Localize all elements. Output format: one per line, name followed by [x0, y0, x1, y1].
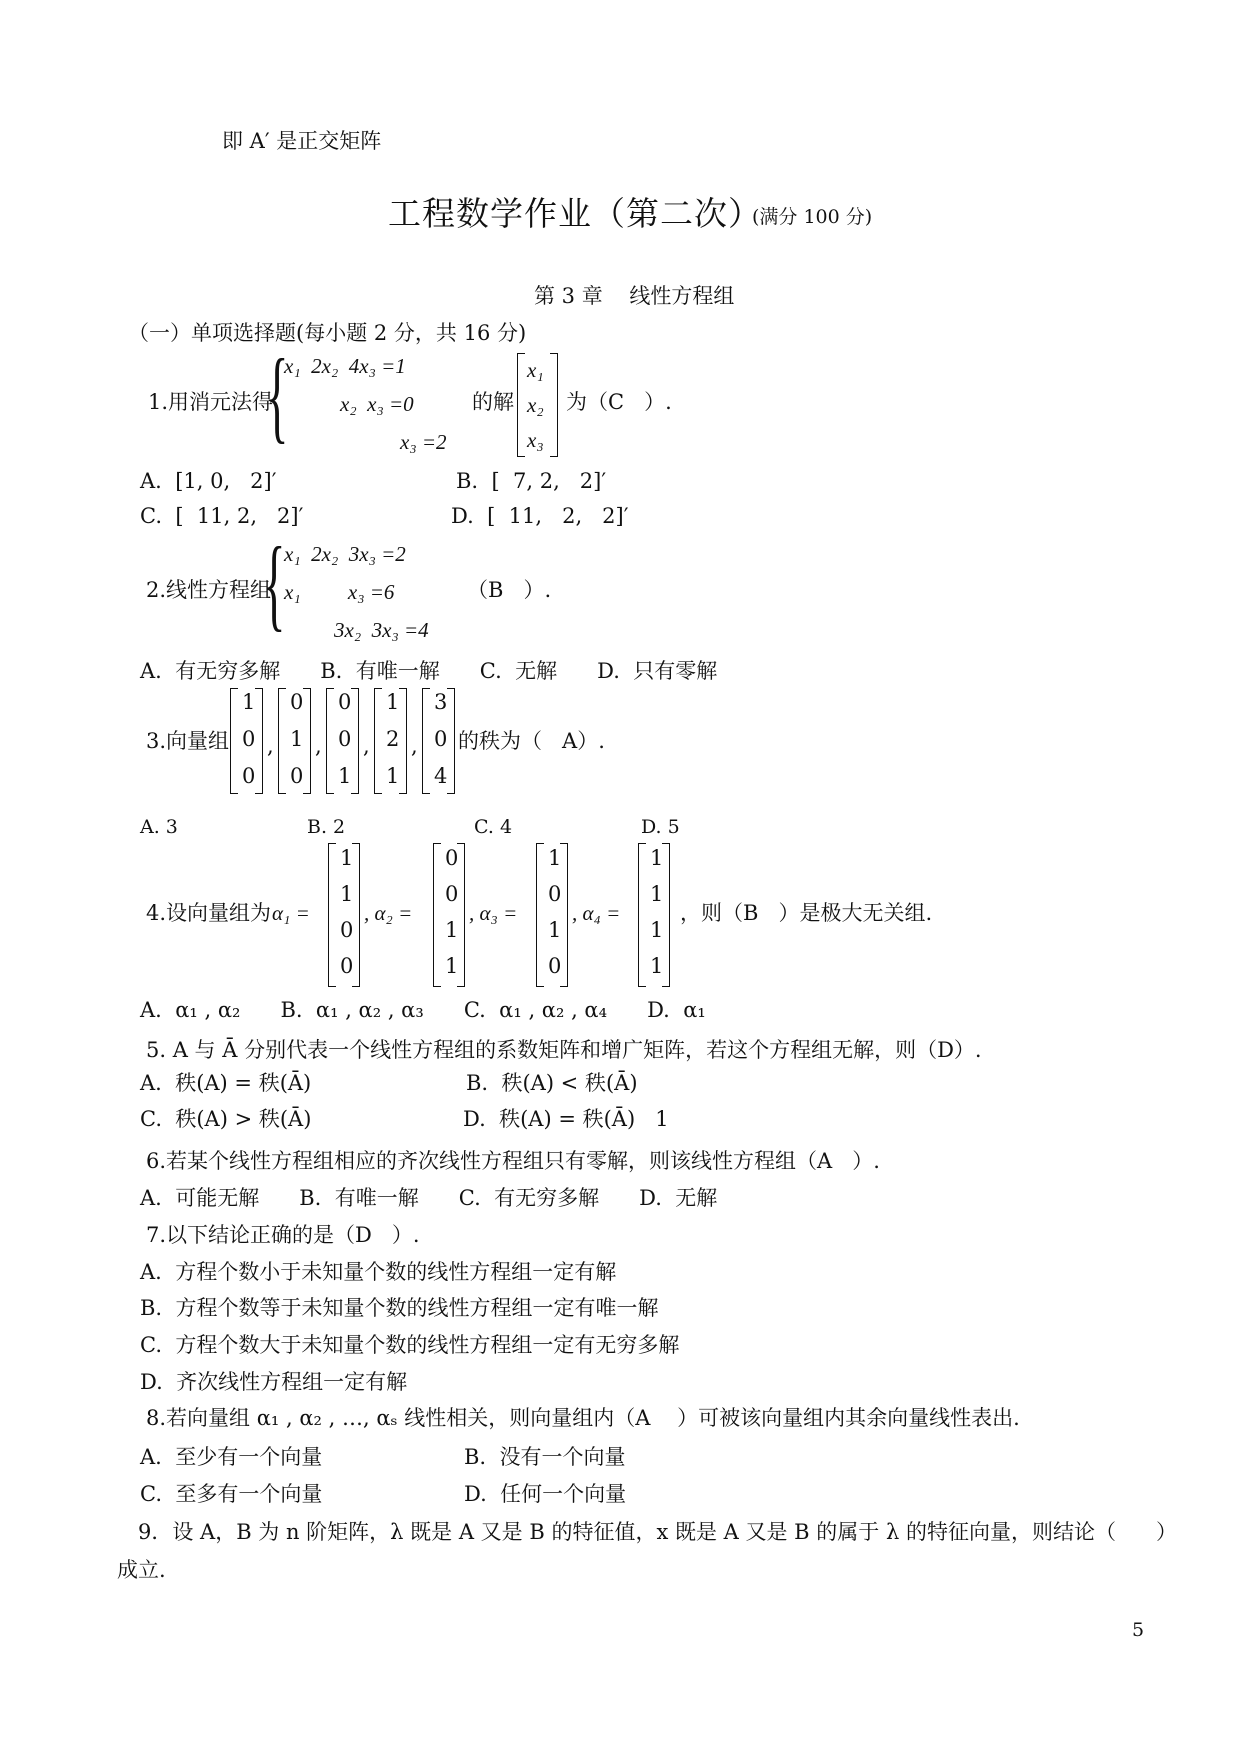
- q3-option-a: A. 3: [140, 816, 178, 838]
- q7-option-d: D. 齐次线性方程组一定有解: [140, 1370, 408, 1394]
- q5-stem: 5. A 与 Ā 分别代表一个线性方程组的系数矩阵和增广矩阵，若这个方程组无解，则（D）.: [146, 1038, 982, 1062]
- q2-eq2: x₁ x₃ =6: [284, 580, 395, 604]
- q2-prefix: 2.线性方程组: [146, 578, 272, 602]
- q3-vec1-entry: 0: [242, 764, 256, 788]
- q1-vec-2: x₂: [527, 393, 544, 417]
- q4-vec2-entry: 1: [445, 954, 459, 978]
- q3-comma: ,: [363, 734, 370, 758]
- q4-vec4-entry: 1: [650, 954, 664, 978]
- q4-options: A. α₁ , α₂ B. α₁ , α₂ , α₃ C. α₁ , α₂ , α₄ D. α₁: [140, 998, 706, 1022]
- q3-vec3-left-bracket: [326, 688, 334, 794]
- q7-stem: 7.以下结论正确的是（D ）.: [146, 1223, 420, 1247]
- q1-option-d: D. [ 11, 2, 2]′: [451, 504, 629, 528]
- q4-vec2-entry: 1: [445, 918, 459, 942]
- q4-vec3-entry: 0: [548, 882, 562, 906]
- q3-vec1-right-bracket: [255, 688, 263, 794]
- q5-option-b: B. 秩(A) < 秩(Ā): [466, 1071, 638, 1095]
- score-note: (满分 100 分): [752, 206, 873, 228]
- q1-vec-left-bracket: [517, 353, 525, 457]
- q4-vec3-entry: 1: [548, 918, 562, 942]
- q7-option-b: B. 方程个数等于未知量个数的线性方程组一定有唯一解: [140, 1296, 659, 1320]
- q3-vec5-right-bracket: [447, 688, 455, 794]
- q3-vec3-entry: 0: [338, 690, 352, 714]
- q3-vec5-left-bracket: [422, 688, 430, 794]
- q5-option-a: A. 秩(A) = 秩(Ā): [140, 1071, 312, 1095]
- q2-suffix: （B ）.: [467, 578, 552, 602]
- q4-vec3-right-bracket: [560, 843, 568, 987]
- q4-suffix: ，则（B ）是极大无关组.: [680, 901, 933, 925]
- q9-stem: 9．设 A，B 为 n 阶矩阵，λ 既是 A 又是 B 的特征值，x 既是 A 又是 B 的属于 λ 的特征向量，则结论（ ）: [138, 1520, 1177, 1544]
- q1-vec-3: x₃: [527, 428, 544, 452]
- q3-vec3-entry: 1: [338, 764, 352, 788]
- q3-vec2-entry: 1: [290, 727, 304, 751]
- q3-vec4-entry: 1: [386, 690, 400, 714]
- q4-prefix: 4.设向量组为: [146, 901, 272, 925]
- q1-vec-1: x₁: [527, 358, 544, 382]
- q3-vec2-entry: 0: [290, 764, 304, 788]
- q3-vectors: [230, 688, 455, 796]
- q6-options: A. 可能无解 B. 有唯一解 C. 有无穷多解 D. 无解: [140, 1186, 718, 1210]
- q5-option-c: C. 秩(A) > 秩(Ā): [140, 1107, 312, 1131]
- q8-option-a: A. 至少有一个向量: [140, 1445, 323, 1469]
- q3-comma: ,: [411, 734, 418, 758]
- q3-vec4-left-bracket: [374, 688, 382, 794]
- q3-vec2-right-bracket: [303, 688, 311, 794]
- q3-suffix: 的秩为（ A）.: [458, 729, 605, 753]
- q4-vec1-entry: 0: [340, 918, 354, 942]
- page-number: 5: [1132, 1619, 1145, 1641]
- q4-alpha4-label: , α₄ =: [572, 901, 621, 925]
- q3-comma: ,: [267, 734, 274, 758]
- q3-option-c: C. 4: [474, 816, 513, 838]
- q4-vec1-entry: 0: [340, 954, 354, 978]
- q3-comma: ,: [315, 734, 322, 758]
- top-line: 即 A′ 是正交矩阵: [222, 129, 382, 153]
- q3-vec1-entry: 1: [242, 690, 256, 714]
- q4-vec4-left-bracket: [638, 843, 646, 987]
- q8-stem: 8.若向量组 α₁ , α₂ , …, αₛ 线性相关，则向量组内（A ）可被该向量组内其余向量线性表出.: [146, 1406, 1020, 1430]
- q2-brace: {: [263, 526, 286, 641]
- q4-vec4-entry: 1: [650, 918, 664, 942]
- q4-vec1-entry: 1: [340, 882, 354, 906]
- q3-vec1-left-bracket: [230, 688, 238, 794]
- q4-vec2-right-bracket: [457, 843, 465, 987]
- page-title: 工程数学作业（第二次）: [388, 194, 762, 233]
- q1-option-c: C. [ 11, 2, 2]′: [140, 504, 304, 528]
- q3-vec4-right-bracket: [399, 688, 407, 794]
- q1-eq1: x₁ 2x₂ 4x₃ =1: [284, 354, 406, 378]
- q4-vec4-entry: 1: [650, 846, 664, 870]
- q3-vec4-entry: 2: [386, 727, 400, 751]
- q1-prefix: 1.用消元法得: [148, 390, 274, 414]
- chapter-heading: 第 3 章 线性方程组: [534, 284, 735, 308]
- q1-eq3: x₃ =2: [400, 430, 447, 454]
- q8-option-b: B. 没有一个向量: [464, 1445, 626, 1469]
- q9-continuation: 成立.: [117, 1558, 166, 1582]
- q4-vec4-right-bracket: [662, 843, 670, 987]
- q3-vec5-entry: 3: [434, 690, 448, 714]
- q3-vec5-entry: 4: [434, 764, 448, 788]
- q3-vec5-entry: 0: [434, 727, 448, 751]
- q1-option-a: A. [1, 0, 2]′: [140, 469, 277, 493]
- q3-vec2-left-bracket: [278, 688, 286, 794]
- q3-option-d: D. 5: [641, 816, 680, 838]
- q3-vec4-entry: 1: [386, 764, 400, 788]
- q4-vec3-entry: 1: [548, 846, 562, 870]
- q4-vec2-left-bracket: [433, 843, 441, 987]
- q4-alpha1-label: α₁ =: [272, 901, 310, 925]
- q3-prefix: 3.向量组: [146, 729, 230, 753]
- q7-option-a: A. 方程个数小于未知量个数的线性方程组一定有解: [140, 1260, 617, 1284]
- q7-option-c: C. 方程个数大于未知量个数的线性方程组一定有无穷多解: [140, 1333, 680, 1357]
- q3-vec3-entry: 0: [338, 727, 352, 751]
- q4-vec1-right-bracket: [352, 843, 360, 987]
- q3-vec3-right-bracket: [351, 688, 359, 794]
- q4-vec2-entry: 0: [445, 846, 459, 870]
- q2-options: A. 有无穷多解 B. 有唯一解 C. 无解 D. 只有零解: [140, 659, 718, 683]
- q1-option-b: B. [ 7, 2, 2]′: [456, 469, 607, 493]
- q1-brace: {: [266, 338, 289, 453]
- q4-vec1-left-bracket: [328, 843, 336, 987]
- section-heading: （一）单项选择题(每小题 2 分，共 16 分): [128, 321, 527, 345]
- q4-vec4-entry: 1: [650, 882, 664, 906]
- q1-eq2: x₂ x₃ =0: [340, 392, 414, 416]
- q3-option-b: B. 2: [307, 816, 346, 838]
- q4-alpha3-label: , α₃ =: [469, 901, 518, 925]
- q5-option-d: D. 秩(A) = 秩(Ā) 1: [463, 1107, 669, 1131]
- q2-eq1: x₁ 2x₂ 3x₃ =2: [284, 542, 406, 566]
- q4-vec3-left-bracket: [536, 843, 544, 987]
- q1-vec-right-bracket: [550, 353, 558, 457]
- q3-vec2-entry: 0: [290, 690, 304, 714]
- q8-option-d: D. 任何一个向量: [464, 1482, 627, 1506]
- q3-vec1-entry: 0: [242, 727, 256, 751]
- q8-option-c: C. 至多有一个向量: [140, 1482, 323, 1506]
- q4-vec2-entry: 0: [445, 882, 459, 906]
- q1-mid: 的解: [472, 390, 514, 414]
- q4-vec1-entry: 1: [340, 846, 354, 870]
- q4-vec3-entry: 0: [548, 954, 562, 978]
- q1-suffix: 为（C ）.: [566, 390, 672, 414]
- q2-eq3: 3x₂ 3x₃ =4: [334, 618, 429, 642]
- q4-alpha2-label: , α₂ =: [364, 901, 413, 925]
- q6-stem: 6.若某个线性方程组相应的齐次线性方程组只有零解，则该线性方程组（A ）.: [146, 1149, 880, 1173]
